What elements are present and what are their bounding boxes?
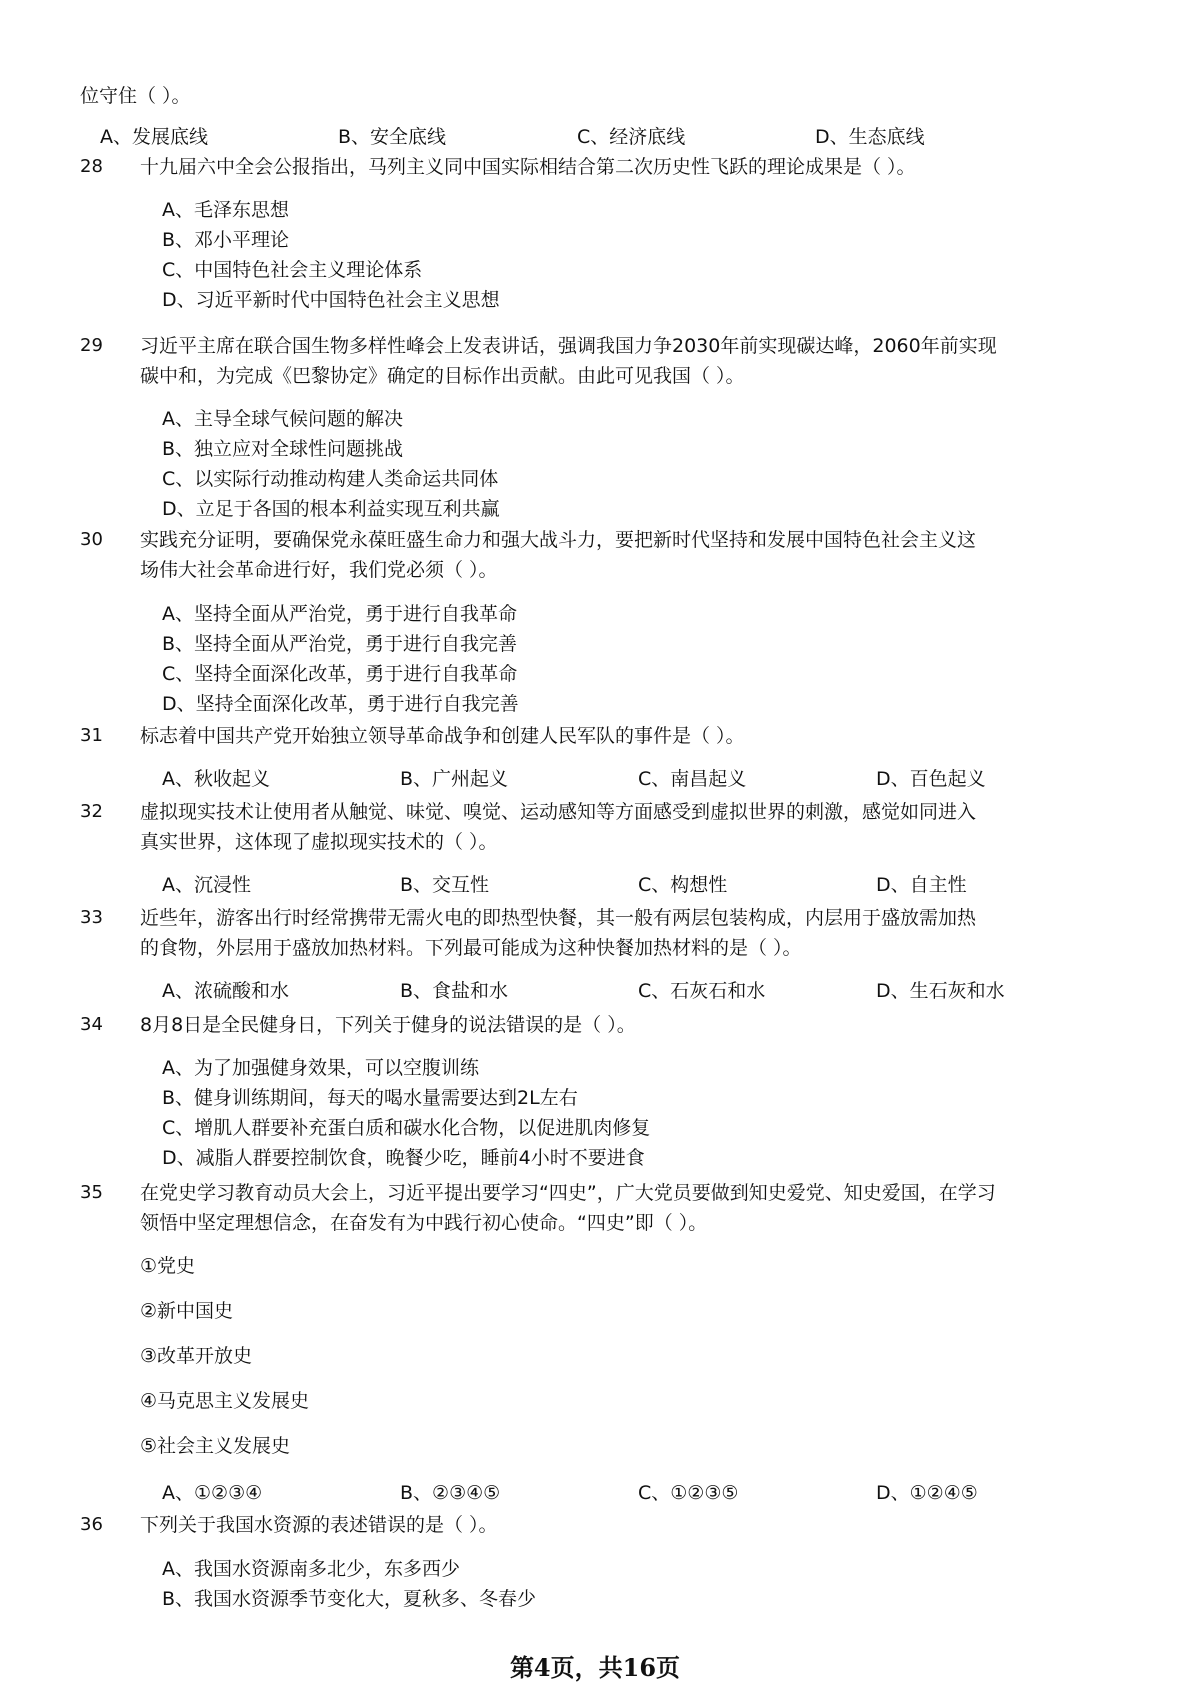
option-a: A、秋收起义 <box>162 768 270 790</box>
option-d: D、百色起义 <box>876 768 986 790</box>
option-c: C、南昌起义 <box>638 768 747 790</box>
question-stem: 下列关于我国水资源的表述错误的是（ ）。 <box>140 1514 498 1536</box>
question-stem: 在党史学习教育动员大会上，习近平提出要学习“四史”，广大党员要做到知史爱党、知史爱国，在学习 <box>140 1182 996 1204</box>
choice-item: ⑤社会主义发展史 <box>140 1435 291 1457</box>
choice-item: ②新中国史 <box>140 1300 234 1322</box>
option-d: D、①②④⑤ <box>876 1482 978 1504</box>
option-c: C、增肌人群要补充蛋白质和碳水化合物，以促进肌肉修复 <box>162 1117 651 1139</box>
question-stem: 碳中和，为完成《巴黎协定》确定的目标作出贡献。由此可见我国（ ）。 <box>140 365 745 387</box>
question-stem: 实践充分证明，要确保党永葆旺盛生命力和强大战斗力，要把新时代坚持和发展中国特色社会主义这 <box>140 529 977 551</box>
option-c: C、经济底线 <box>577 126 686 148</box>
question-number: 35 <box>80 1182 103 1203</box>
option-b: B、我国水资源季节变化大，夏秋多、冬春少 <box>162 1588 537 1610</box>
option-a: A、为了加强健身效果，可以空腹训练 <box>162 1057 479 1079</box>
option-a: A、毛泽东思想 <box>162 199 289 221</box>
option-b: B、邓小平理论 <box>162 229 290 251</box>
option-b: B、健身训练期间，每天的喝水量需要达到2L左右 <box>162 1087 578 1109</box>
choice-item: ③改革开放史 <box>140 1345 253 1367</box>
question-stem: 十九届六中全会公报指出，马列主义同中国实际相结合第二次历史性飞跃的理论成果是（ ）。 <box>140 156 916 178</box>
question-stem: 标志着中国共产党开始独立领导革命战争和创建人民军队的事件是（ ）。 <box>140 725 745 747</box>
option-b: B、②③④⑤ <box>400 1482 501 1504</box>
question-stem: 虚拟现实技术让使用者从触觉、味觉、嗅觉、运动感知等方面感受到虚拟世界的刺激，感觉如同进入 <box>140 801 977 823</box>
question-number: 30 <box>80 529 103 550</box>
option-b: B、坚持全面从严治党，勇于进行自我完善 <box>162 633 518 655</box>
option-a: A、坚持全面从严治党，勇于进行自我革命 <box>162 603 517 625</box>
option-d: D、减脂人群要控制饮食，晚餐少吃，睡前4小时不要进食 <box>162 1147 645 1169</box>
option-b: B、交互性 <box>400 874 490 896</box>
question-number: 36 <box>80 1514 103 1535</box>
question-number: 32 <box>80 801 103 822</box>
option-c: C、中国特色社会主义理论体系 <box>162 259 423 281</box>
option-b: B、广州起义 <box>400 768 509 790</box>
question-number: 31 <box>80 725 103 746</box>
option-c: C、构想性 <box>638 874 728 896</box>
option-a: A、沉浸性 <box>162 874 251 896</box>
question-stem: 真实世界，这体现了虚拟现实技术的（ ）。 <box>140 831 498 853</box>
question-stem: 场伟大社会革命进行好，我们党必须（ ）。 <box>140 559 498 581</box>
option-c: C、坚持全面深化改革，勇于进行自我革命 <box>162 663 518 685</box>
question-number: 33 <box>80 907 103 928</box>
question-stem: 的食物，外层用于盛放加热材料。下列最可能成为这种快餐加热材料的是（ ）。 <box>140 937 802 959</box>
option-d: D、自主性 <box>876 874 967 896</box>
option-a: A、浓硫酸和水 <box>162 980 289 1002</box>
option-a: A、主导全球气候问题的解决 <box>162 408 403 430</box>
option-a: A、①②③④ <box>162 1482 263 1504</box>
question-27-stem-end: 位守住（ ）。 <box>80 85 191 107</box>
option-d: D、生态底线 <box>815 126 925 148</box>
option-c: C、石灰石和水 <box>638 980 766 1002</box>
option-b: B、安全底线 <box>338 126 447 148</box>
option-d: D、生石灰和水 <box>876 980 1005 1002</box>
question-number: 28 <box>80 156 103 177</box>
option-d: D、立足于各国的根本利益实现互利共赢 <box>162 498 500 520</box>
question-stem: 8月8日是全民健身日，下列关于健身的说法错误的是（ ）。 <box>140 1014 636 1036</box>
choice-item: ①党史 <box>140 1255 196 1277</box>
option-c: C、①②③⑤ <box>638 1482 739 1504</box>
choice-item: ④马克思主义发展史 <box>140 1390 310 1412</box>
option-d: D、坚持全面深化改革，勇于进行自我完善 <box>162 693 519 715</box>
option-c: C、以实际行动推动构建人类命运共同体 <box>162 468 499 490</box>
option-d: D、习近平新时代中国特色社会主义思想 <box>162 289 500 311</box>
question-stem: 习近平主席在联合国生物多样性峰会上发表讲话，强调我国力争2030年前实现碳达峰，2060年前实现 <box>140 335 997 357</box>
question-number: 34 <box>80 1014 103 1035</box>
question-number: 29 <box>80 335 103 356</box>
page-footer: 第4页，共16页 <box>509 1653 681 1682</box>
option-b: B、独立应对全球性问题挑战 <box>162 438 404 460</box>
option-a: A、发展底线 <box>100 126 208 148</box>
option-b: B、食盐和水 <box>400 980 509 1002</box>
option-a: A、我国水资源南多北少，东多西少 <box>162 1558 460 1580</box>
question-stem: 领悟中坚定理想信念，在奋发有为中践行初心使命。“四史”即（ ）。 <box>140 1212 708 1234</box>
question-stem: 近些年，游客出行时经常携带无需火电的即热型快餐，其一般有两层包装构成，内层用于盛放需加热 <box>140 907 977 929</box>
